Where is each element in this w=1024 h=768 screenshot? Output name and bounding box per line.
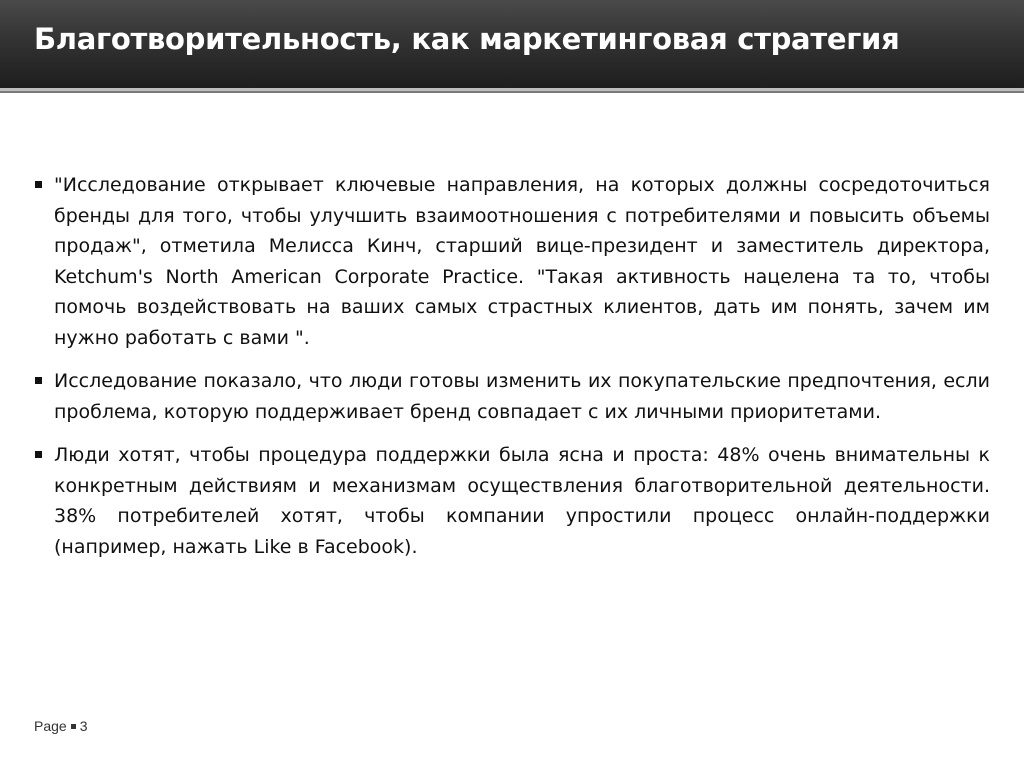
slide-header — [0, 0, 1024, 88]
square-bullet-icon — [35, 377, 42, 384]
slide-title: Благотворительность, как маркетинговая стратегия — [34, 22, 900, 56]
page-footer — [34, 718, 88, 734]
bullet-item — [32, 170, 990, 353]
page-number: 3 — [79, 718, 88, 734]
page-label: Page — [34, 718, 67, 734]
bullet-text: Люди хотят, чтобы процедура поддержки была ясна и проста: 48% очень внимательны к конкретным действиям и механизмам осуществления благотворительной деятельности. 38% потребителей хотят, чтобы компании упростили процесс онлайн-поддержки (например, нажать Like в Facebook). — [54, 444, 990, 558]
square-bullet-icon — [35, 181, 42, 188]
square-bullet-icon — [35, 451, 42, 458]
bullet-text: Исследование показало, что люди готовы изменить их покупательские предпочтения, если проблема, которую поддерживает бренд совпадает с их личными приоритетами. — [54, 370, 990, 423]
header-divider-dark — [0, 91, 1024, 93]
bullet-item — [32, 440, 990, 562]
bullet-text: "Исследование открывает ключевые направления, на которых должны сосредоточиться бренды для того, чтобы улучшить взаимоотношения с потребителями и повысить объемы продаж", отметила Мелисса Кинч, старший вице-президент и заместитель директора, Ketchum's North American Corporate Practice. "Такая активность нацелена та то, чтобы помочь воздействовать на ваших самых страстных клиентов, дать им понять, зачем им нужно работать с вами ". — [54, 174, 990, 349]
bullet-item — [32, 366, 990, 427]
slide-body — [32, 170, 990, 575]
square-separator-icon — [71, 724, 76, 729]
